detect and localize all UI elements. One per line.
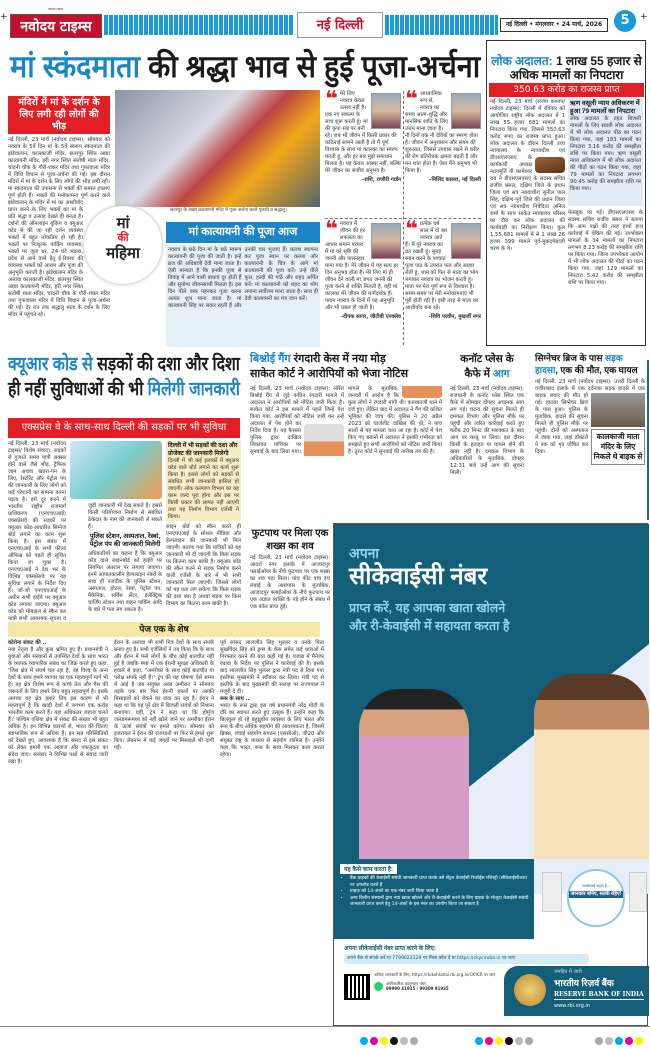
rbi-public-interest: जनहित में जारी — [554, 969, 582, 975]
headline-second-line: साकेत कोर्ट ने आरोपियों को भेजा नोटिस — [250, 368, 409, 380]
gavel-image — [535, 157, 565, 173]
color-registration-dots — [475, 1030, 535, 1049]
headline-rest: ही नहीं सुविधाओं की भी — [8, 379, 148, 400]
drt-body: लोक अदालत के तहत बिजली मामलों के लिए स्थायी लोक अदालत में भी लोक अदालत पीठ का गठन किया गया, जहां 183 मामलों का निपटारा 3.16 करोड़ की समझौता राशि पर किया गया। ऋण वसूली न्याय अधिकरण में भी लोक अदालत की पीठों का गठन किया गया, जहां 79 मामलों का निपटारा लगभग 90.45 करोड़ की समझौता राशि पर किया गया। — [570, 116, 641, 192]
qr-subheading: पुलिस स्टेशन, अस्पताल, रेस्त्रां, पेट्रोल पंप की जानकारी मिलेगी — [89, 533, 161, 548]
ad-get-line[interactable]: अपने बैंक से संपर्क करें या 7799022129 पर मिस्ड कॉल दें या https://ckycindia.in पर जाएं — [347, 956, 516, 961]
portrait — [451, 223, 481, 259]
badge-line2: की — [117, 231, 129, 244]
qr-headline-line2 — [8, 377, 240, 402]
quote-mark-icon: ❝ — [325, 87, 338, 112]
temple-photo — [115, 90, 320, 207]
revenue-bar: 350.63 करोड़ का राजस्व प्राप्त — [513, 85, 620, 95]
qr-red-band-box — [8, 418, 240, 438]
headline-rest: सड़कों की दशा और दिशा — [92, 354, 240, 375]
quote-4 — [405, 217, 481, 345]
ad-bullet: • बैंक ग्राहकों की केवाईसी संबंधी जानकारी प्राप्त करके उसे सेंट्रल केवाईसी रिकॉर्ड्स रजिस्ट्री (सीकेवाईसीआर) पर अपलोड करते हैं — [350, 876, 529, 889]
col-body: भारत के रूस द्वारा इस वर्ष प्रधानमंत्री नरेंद्र मोदी के दौरे का स्वागत करते हुए उत्सुक हैं। उन्होंने कहा कि बिलकुल हो रहे बहुध्रुवीय व्यवस्था के लिए भारत और रूस के बीच अधिक सहयोग की आवश्यकता है, जिसमें ब्रिक्स, शंघाई सहयोग संगठन (एससीओ), जी20 और संयुक्त राष्ट्र के माध्यम से सहयोग शामिल है। उन्होंने कहा कि भारत, रूस के साथ मिलकर काम करता रहेगा। — [220, 703, 324, 758]
mascot-badge — [567, 869, 625, 927]
qr-middle-column — [88, 503, 162, 621]
signature-bridge-headline — [535, 352, 645, 376]
ad-get-line-box[interactable] — [344, 954, 589, 964]
ad-bullet: • अन्य वित्तीय संस्थानों द्वारा नया खाता खोलने और री-केवाईसी करने के लिए ग्राहक के मौजूदा केवाईसी संबंधी जानकारी प्राप्त करने हेतु 14-अंकों के इस नंबर का उपयोग किया जा सकता है — [350, 896, 529, 909]
continued-col-3 — [220, 640, 324, 1025]
katyayani-title-box — [166, 222, 320, 243]
bishnoi-story — [250, 352, 442, 524]
quote-1 — [325, 87, 401, 215]
ad-how-title: यह कैसे काम करता है: — [340, 864, 397, 874]
ad-woman-photo — [359, 689, 469, 859]
mascot-big-text: जानकार बनिए, सतर्क रहिए! — [570, 891, 622, 897]
quote-text: प्रत्येक वर्ष साल में दो बार नवरात्र आते हैं। मैं पूरे नवरात्र का व्रत रखती हूं। सुबह स्नान करने के पश्चात पूजा पाठ के उपरांत फल और आहार लेती हूं, शाम को फिर से माता का भोग लगाकर नवरात्र का भोजन करती हूं। माता पर मेरा पूर्ण रूप से विश्वास है। समय-समय पर मेरी मनोकामनाएं भी पूरी होती रही हैं। इसी तरह से माता का आशीर्वाद बना रहे। — [405, 221, 479, 311]
vertical-rule — [647, 360, 649, 520]
quote-3 — [325, 217, 401, 345]
bishnoi-headline — [250, 352, 442, 382]
portrait — [371, 93, 401, 129]
col-body: पूर्व सांसद लालजीत सिंह भुल्लर व उनके पिता सुखविंदर सिंह को ड्रग्स के केस समेत कई धाराओं में गिरफ्तार करने की बात कही गई है। पंजाब में मैनेजर रंधावा के निर्देश पर पुलिस ने कार्रवाई की है। इसके बाद लालजीत सिंह भुल्लर द्वारा मंत्री पद से दिया गया इस्तीफा मुख्यमंत्री ने स्वीकार कर लिया। मंत्री पद से इस्तीफे के बाद मुख्यमंत्री की सलाह पर राज्यपाल ने मंजूरी दे दी। — [220, 640, 324, 695]
katyayani-title: मां कात्यायनी की पूजा आज — [188, 226, 298, 238]
ad-bullet: • ग्राहक को 14-अंकों का एक नंबर जारी किया जाता है — [350, 889, 529, 896]
headline-rest: की श्रद्धा भाव से हुई पूजा-अर्चना — [140, 49, 481, 84]
accident-photo — [591, 393, 645, 427]
quote-author: –शशि, राजौरी गार्डन — [361, 177, 401, 183]
footpath-headline: फुटपाथ पर मिला एक शख्स का शव — [251, 528, 329, 552]
ad-man-photo — [534, 674, 649, 859]
quote-author: -दीपक सागर, जीटीबी एनक्लेव — [340, 314, 401, 320]
continued-band: पेज एक के शेष — [8, 622, 320, 637]
portrait — [371, 223, 401, 259]
header-stripe-left — [104, 15, 294, 35]
yellow-box-title: दिल्ली में भी सड़कों की दशा और प्रोजेक्ट की जानकारी मिलेगी — [168, 443, 238, 457]
dateline-box — [500, 18, 608, 32]
color-registration-dots — [595, 1030, 645, 1049]
headline-highlight: क्यूआर कोड से — [8, 354, 93, 375]
headline-highlight: लोक अदालत: — [491, 54, 553, 68]
qr-top — [8, 352, 240, 438]
yellow-box-body: दिल्ली में भी कई इलाकों में क्यूआर कोड वाले बोर्ड लगाने का कार्य शुरू किया है। इससे लोगों को सड़कों से संबंधित सभी जानकारी हासिल हो जाएगी। लोक कल्याण विभाग का यह काम जल्द पूरा होगा और इस पर किसी प्रकार की लागत नहीं आएगी तथा यह निर्माण विभाग एजेंसी ने किया। — [168, 458, 239, 520]
quote-mark-icon: ❝ — [405, 87, 418, 112]
kalkaji-box: कालकाजी माता मंदिर के लिए निकले थे बाइक से — [591, 429, 645, 465]
headline-second-line — [450, 367, 524, 382]
lead-body: नई दिल्ली, 23 मार्च (नवोदय टाइम्स): सोमवार को नवरात्र के 5वें दिन मां के 5वें स्वरूप स्कंदमाता की झंडेवालान, कालकाजी मंदिर, छतरपुर स्थित आद्या कात्यायनी मंदिर, हरी नगर स्थित संतोषी माता मंदिर, चांदनी चौक के गौरी-शंकर मंदिर तथा गुफावाला मंदिर में विधि विधान से पूजा-अर्चना की गई। इस दौरान मंदिरों में मां के दर्शन के लिए लोगों की भीड़ लगी रही। मां स्कंदमाता की उपासना से भक्तों की समस्त इच्छाएं पूर्ण होती हैं। भक्तों की मनोकामना पूर्ण करने वाले झंडेवालान के मंदिर में मां का आशीर्वाद प्राप्त करने के लिए भक्तों का मां के प्रति श्रद्धा व उत्साह देखते ही बनता है। दर्शनों की ऑनलाइन बुकिंग व क्यूआर कोड से की जा रही दर्शन व्यवस्था भक्तों में बहुत लोकप्रिय हो रही है। भक्तों पर निःशुल्क पार्किंग व्यवस्था, भक्तों पर जूता घर, 24 घंटे भंडारा, प्रदेश से आने वाले हेतु ई-रिक्शा की व्यवस्था भक्तों को आराम और पूजा की अनुभूति कराती है। झंडेवालान मंदिर के अलावा कालकाजी मंदिर, छतरपुर स्थित आद्या कात्यायनी मंदिर, हरी नगर स्थित संतोषी माता मंदिर, चांदनी चौक के गौरी-शंकर मंदिर तथा गुफावाला मंदिर में विधि विधान से पूजा-अर्चना की गई। देर रात तक श्रद्धालु माता के दर्शन के लिए मंदिर में पहुंचते रहे। — [8, 137, 110, 318]
badge-line3: महिमा — [106, 244, 140, 262]
lok-adalat-headline — [489, 54, 644, 82]
cp-fire-body: नई दिल्ली, 23 मार्च (नवोदय टाइम्स): राजधानी के कनॉट प्लेस स्थित एक कैफे में सोमवार दोपहर अचानक आग लग गई। घटना की सूचना मिलते ही दमकल विभाग और पुलिस मौके पर पहुंची और त्वरित कार्रवाई करते हुए करीब 20 मिनट की मशक्कत के बाद आग पर काबू पा लिया। इस दौरान किसी के हताहत या घायल होने की खबर नहीं है। दमकल विभाग के अधिकारियों के मुताबिक, दोपहर 12:31 बजे उन्हें आग की सूचना मिली। — [450, 386, 524, 476]
rbi-panel — [504, 966, 649, 1016]
bottom-rule — [0, 1026, 650, 1027]
ad-get-title: अपना सीकेवाईसी नंबर प्राप्त करने के लिए: — [344, 946, 436, 952]
whatsapp-label: आधिकारिक व्हाट्सएप नंबर: — [386, 980, 427, 986]
qr-headline — [8, 352, 240, 402]
lead-headline — [10, 44, 481, 90]
cp-fire-headline — [450, 352, 524, 382]
col-body: नया नेतृत्व है और कुछ भ्रमित हुए हैं। प्रधानमंत्री ने युवाओं और संस्थानों से उपस्थित देशों के साथ भारत के व्यापक व्यापारिक संबंध का जिक्र करते हुए कहा, 'जिस क्षेत्र में संघर्ष चल रहा है, वह विश्व के अन्य देशों के साथ हमारे व्यापार का एक महत्वपूर्ण मार्ग भी है। यह क्षेत्र विशेष रूप से कच्चे तेल और गैस की जरूरतों के लिए हमारे लिए बहुत महत्वपूर्ण है। इसके अलावा यह क्षेत्र हमारे लिए इस कारण से भी महत्वपूर्ण है कि खाड़ी देशों में लगभग एक करोड़ भारतीय काम करते हैं। यहां अधिकतर जहाज चलते हैं।' पश्चिम एशिया क्षेत्र में संकट की संख्या भी बहुत अधिक है। इन विभिन्न कारणों से, भारत की चिंताएं स्वाभाविक रूप से अधिक हैं। इन सब परिस्थितियों को देखते हुए, आवश्यक है कि संसद से इस संकट को लेकर हमारी एक आवाज और एकजुटता का संदेश जाए। सरकार ने विभिन्न पक्षों से संवाद जारी रखा है। — [8, 647, 108, 765]
whatsapp-icon — [374, 982, 383, 991]
footpath-story — [250, 527, 330, 620]
quote-text: आध्यात्मिक रूप से, नवरात्र का समय आत्म-शुद्धि और मानसिक शांति के लिए उत्तम माना जाता है। नौ दिनों तक नौ देवियों का स्मरण होता है। जीवन में अनुशासन और संयम की शुरुआत, जिससे उपवास रखने से शरीर की रोग प्रतिरोधक क्षमता बढ़ती है और मन शांत होता है। ऐसा मैंने अनुभव भी किया है। — [405, 91, 479, 174]
bishnoi-body: नई दिल्ली, 23 मार्च (नवोदय टाइम्स): लॉरेंस बिश्नोई गैंग से जुड़े कथित रंगदारी मामले में अदालत ने आरोपियों को नोटिस जारी किया है। साकेत कोर्ट ने इस मामले में पहले जिन्हें पेश किया गया, आरोपियों को नोटिस जारी कर उन्हें अदालत में पेश होने का निर्देश दिया है। यह फैसला पुलिस द्वारा दाखिल शिकायत याचिका पर सुनवाई के बाद लिया गया। मामले के मुताबिक, जनवरी में आरोप है कि कुछ लोगों ने रंगदारी मांगी थी। कालकाजी थाने में दर्ज हुए। लेकिन बाद में अदालत ने गैंग की कथित भूमिका की जांच की। पुलिस ने 20 अप्रैल 2023 को चार्जशीट दाखिल की थी, ने पांच सालों से यह मामला चला आ रहा है। कोर्ट में पेश किए गए बयानों में अदालत ने इसकी गंभीरता को समझते हुए सभी आरोपियों को नोटिस जारी किया है। तुरंत कोर्ट ने सुनवाई की तारीख तय की है। — [250, 386, 442, 455]
ad-qr-code[interactable] — [346, 976, 368, 998]
badge-line1: मां — [116, 214, 130, 232]
drt-box — [568, 98, 643, 206]
photo-caption-box — [170, 208, 320, 214]
lok-adalat-body: नई दिल्ली, 23 मार्च (संजय कश्यप/नवोदय टाइम्स): दिल्ली में रविवार को आयोजित राष्ट्रीय लोक अदालत में 1 लाख 55 हजार 681 मामलों का निपटारा किया गया, जिससे 350.63 करोड़ रुपए का राजस्व प्राप्त हुआ। लोक अदालत के दौरान दिल्ली उच्च न्यायालय के न्यायाधीश एवं डीएसएलएसए के कार्यकारी अध्यक्ष न्यायमूर्ति वी कामेश्वर राव ने डीएसएलएसए के सदस्य सचिव राजीव बंसल, दक्षिण जिले के प्रधान जिला एवं सत्र न्यायाधीश सुनील पाल सिंह, दक्षिण-पूर्व जिले की प्रधान जिला एवं सत्र न्यायाधीश निवेदिता अनिल शर्मा के साथ साकेत न्यायालय परिसर का दौरा कर लोक अदालत की कार्यवाही का निरीक्षण किया। कुल 1,55,681 मामलों में से 1 लाख 26 हजार 399 मामले पूर्व-मुकदमेबाजी चरण के थे। — [490, 99, 565, 252]
headline-highlight: बिश्नोई गैंग — [250, 353, 291, 365]
ad-line3: प्राप्त करें, यह आपका खाता खोलने और री-केवाईसी में सहायता करता है — [349, 601, 510, 633]
headline-rest: , एक की मौत, एक घायल — [555, 365, 638, 375]
bishnoi-body-column — [250, 386, 442, 524]
quote-mark-icon: ❝ — [405, 217, 418, 242]
registration-mark: + — [0, 12, 8, 22]
whatsapp-number: 99990 41935 / 99309 91935 — [386, 986, 449, 991]
quote-text: नवरात्र में जीवन की हर सफलता का आधार समान परंपरा में मां को सृष्टि की जननी और पालनहार माना गया है। मेरे जीवन में यह सत्य हर दिन अनुभव होता है। मेरे लिए मां ही जीवन देने वाली मां जगत जननी की पूजा करने से शक्ति मिलती है, वहीं मां कालका मेरे जीवन की मार्गदर्शक हैं। पावन नवरात्र के दिनों में यह अनुभूति और भी प्रबल हो जाती है। — [325, 221, 399, 311]
city-edition: नई दिल्ली — [297, 12, 383, 38]
lead-subheadline: मंदिरों में मां के दर्शन के लिए लगी रही लोगों की भीड़ — [8, 96, 110, 134]
lok-adalat-body-column — [490, 99, 565, 344]
qr-headline-line1 — [8, 352, 240, 377]
mascot-right — [629, 872, 647, 912]
whatsapp-text — [386, 981, 449, 992]
ad-line1: अपना — [349, 545, 380, 561]
ad-line2: सीकेवाईसी नंबर — [349, 563, 488, 590]
qr-col3: अधिकारियों का कहना है कि क्यूआर कोड वाले साइनबोर्ड को हाईवे पर नियमित अंतराल पर लगाया जाएगा। इनमें आपातकालीन हेल्पलाइन नंबरों के साथ ही नजदीक के पुलिस स्टेशन, अस्पताल, होटल, रेस्त्रां, पेट्रोल पंप, मैकेनिक, सर्विस सेंटर, इलेक्ट्रिक चार्जिंग स्टेशन तथा वाहन पार्किंग आदि के बारे में पता लग सकता है। — [88, 551, 162, 613]
headline-rest: सिग्नेचर ब्रिज के पास — [535, 353, 605, 363]
maa-ki-mahima-badge — [84, 206, 162, 284]
revenue-bar-box — [489, 83, 644, 97]
color-registration-dots — [360, 1030, 420, 1049]
lok-adalat-body-2: फेसबुक पर गई। डीएसएलएसए के सदस्य सचिव राजीव बंसल ने बताया कि आम पक्षों की तरह हाथों हाथ कार्रवाई में चेकिंग की गई। उपभोक्ता मामलों के 34 मामलों का निपटारा लगभग 8.23 करोड़ की समझौता राशि पर किया गया। जिला उपभोक्ता आयोग में भी लोक अदालत की पीठों का गठन किया गया, जहां 129 मामलों का निपटारा 5.42 करोड़ की समझौता राशि पर किया गया। — [568, 210, 643, 286]
mascot-small-text: आरबीआई कहता है... — [581, 884, 611, 888]
header-stripe-right — [385, 15, 498, 35]
continued-col-2 — [114, 640, 214, 1025]
brand-tagline: नवोदय टाइम्स — [48, 7, 64, 11]
portrait — [451, 93, 481, 129]
rbi-seal — [514, 974, 546, 1006]
katyayani-body: नवरात्र के छठे दिन मां के छठे स्वरूप कात्यायनी की पूजा की जाती है। इन्हें ब्रज की अधिष्ठात्री देवी माना जाता है। ऐसी मान्यता है कि इनकी पूजा से विवाह में आने वाली बाधाएं दूर होती हैं और सुयोग्य जीवनसाथी मिलता है। इस दिन पीले वस्त्र पहनकर पूजा करना अत्यंत शुभ माना जाता है। मां कात्यायनी सिंह पर सवार रहती हैं और उनकी चार भुजाएं हैं। कलश स्थापना कर पूजा स्थान पर कलश और कात्यायनी के चित्र के आगे मां कात्यायनी की पूजा करें। उन्हें पीले फूल, हल्दी की गांठें और शहद अर्पित करें। मां कात्यायनी को शहद का भोग लगाना सर्वोत्तम माना जाता है। साथ ही देवी कात्यायनी का मंत्र जाप करें। — [166, 245, 320, 347]
qr-col2: जुड़ी जानकारी भी देख सकते हैं। इससे किसी परियोजना निर्माण से संबंधित ठेकेदार के नाम की जानकारी ले सकते हैं। — [88, 503, 162, 530]
quote-mark-icon: ❝ — [325, 217, 338, 242]
headline-highlight: सड़क हादसा — [535, 353, 623, 375]
col-heading: रूस के साथ .. — [220, 696, 250, 702]
signature-bridge-body: नई दिल्ली, 23 मार्च (नवोदय टाइम्स): उत्तरी दिल्ली के वजीराबाद इलाके में एक दर्दनाक सड़क हादसे में एक बाइक सवार की मौत हो गई। हादसा सिग्नेचर ब्रिज के पास हुआ। पुलिस के मुताबिक, हादसे की सूचना मिलते ही पुलिस मौके पर पहुंची। दोनों को अस्पताल ले जाया गया, जहां डॉक्टरों ने एक को मृत घोषित कर दिया। — [535, 379, 645, 455]
footpath-body: नई दिल्ली, 23 मार्च (नवोदय टाइम्स): आदर्श नगर इलाके में आजादपुर फ्लाईओवर के नीचे फुटपाथ पर एक शख्स का शव पड़ा मिला। पांच फीट पांच इंच लंबाई के आसपास के मुताबिक, आजादपुर फ्लाईओवर के नीचे फुटपाथ पर एक अज्ञात व्यक्ति के पड़े होने के संबंध में एक कॉल प्राप्त हुई। — [250, 555, 330, 610]
yellow-box — [166, 441, 241, 521]
headline-rest: 1 लाख 55 हजार से अधिक मामलों का निपटारा — [509, 54, 642, 82]
ad-more-info[interactable]: अधिक जानकारी के लिए, https://rbikehtahai.rbi.org.in/CKYCR पर जाएं — [374, 972, 496, 977]
mascot-left — [542, 872, 562, 912]
quote-author: -मिलिंद कालरा, नई दिल्ली — [429, 177, 481, 183]
qr-red-band: एक्सप्रेस वे के साथ-साथ दिल्ली की सड़कों पर भी सुविधा — [21, 422, 227, 433]
dateline: नई दिल्ली • मंगलवार • 24 मार्च, 2026 — [505, 21, 603, 28]
headline-first-line: कनॉट प्लेस के — [460, 353, 514, 365]
registration-mark: + — [640, 12, 648, 22]
bishnoi-headline-line2 — [250, 367, 442, 382]
drt-title: ऋण वसूली न्याय अधिकरण में हुआ 79 मामलों का निपटारा — [570, 100, 640, 115]
rbi-name-hindi: भारतीय रिज़र्व बैंक — [554, 978, 614, 988]
headline-rest: रंगदारी केस में नया मोड़ — [290, 353, 386, 365]
continued-col-1 — [8, 640, 108, 1025]
headline-highlight: आग — [492, 368, 510, 380]
bishnoi-headline-line1 — [250, 352, 442, 367]
qr-col4: साइन बोर्ड को स्कैन करते ही एनएचएआई के सोशल मीडिया और हेल्पलाइन की जानकारी भी मिल जाएगी। बताया गया कि यात्रियों को यह जानकारी भी दी जाएगी कि किस सड़क पर कितना काम बाकी है। क्यूआर कोड की स्कैन करने से सड़क निर्माण करने वाली एजेंसी के बारे में भी सभी जानकारी मिल जाएगी। जिससे लोगों को यह पता लग सकेगा कि किस सड़क की दशा क्या है अथवा सड़क पर किस विभाग का कितना काम बाकी है। — [166, 524, 241, 607]
signature-story — [535, 352, 645, 524]
cp-fire-story — [450, 352, 524, 522]
col-heading: कोरोना संकट की .. — [8, 640, 47, 646]
rbi-name-english: RESERVE BANK OF INDIA — [554, 991, 644, 998]
headline-highlight: मिलेगी जानकारी — [147, 379, 240, 400]
quote-text: मेरे लिए नवरात्र केवल उत्सव नहीं है। एक नए संकल्प के साथ शुरू करती हूं। मां की कृपा सब पर बनी रहे। जब भी जीवन में किसी प्रकार की कठिनाई सामने आती है तो मैं पूर्ण विश्वास के साथ मां कालका का स्मरण करती हूं, और हर बार मुझे समाधान मिलता है। यह केवल आस्था नहीं, बल्कि मेरे जीवन का सजीव अनुभव है। — [325, 91, 401, 174]
ckyc-advertisement — [333, 523, 648, 1026]
ad-bullets — [344, 876, 529, 909]
col-body: ईरान के अलावा भी सभी मित्र देशों के साथ संपर्क बनाए हुए है। सभी एजेंसियों ने तय किया कि के साथ और ईरान में फंसे लोगों के बीच कोई बातचीत नहीं हुई है जबकि स्पष्ट में एक ईरानी सुरक्षा अधिकारी के हवाले से कहा, "अमरीका के साथ कोई बातचीत या परोक्ष संपर्क नहीं हैं।" ट्रंप की यह घोषणा ऐसे समय में आई है जब संयुक्त अरब अमीरात ने सोमवार तड़के एक बार फिर ईरानी हमलों पर उसकी मिसाइलों को रोकने का दावा कर रहा है। ईरान ने कहा था कि वह पूरे क्षेत्र में बिजली संयंत्रों को निशाना बनाएगा। वहीं, ट्रंप ने कहा था कि होर्मुज जलडमरूमध्य को नहीं खोले जाने पर अमरीका ईरान के ऊर्जा संयंत्रों पर हमले करेगा। सोमवार को इजरायल ने ईरान की राजधानी पर फिर से हमले शुरू किए। लेबनान में कई जगहों पर मिसाइलें भी दागी गईं। — [114, 640, 214, 751]
signature-body-column — [535, 379, 645, 524]
qr-body: नई दिल्ली, 23 मार्च (नवोदय टाइम्स/ विशेष संवाद): सड़कों से गुजरते समय यात्री अक्सर होने वाले जैसे भीड़, ट्रैफिक जाम अथवा खतरा-पन के लिए, रेस्टोरेंट और पेट्रोल पंप की जानकारी के लिए लोगों को कई परेशानी का सामना करना पड़ता है। इसे दूर करने में भारतीय राष्ट्रीय राजमार्ग प्राधिकरण (एनएचएआई) एक्सप्रेसवे की सड़कों पर क्यूआर कोड-आधारित सिग्नेज बोर्ड लगाने का काम शुरू किया है। इस संबंध में एनएचएआई के सभी फील्ड ऑफिस को पहले ही सूचित किया जा चुका है। एनएचएआई ने देश भर के विभिन्न एक्सप्रेसवे पर यह सुविधा लगाने के निर्देश दिए हैं। जो-जो एनएचएआई के अधीन सभी हाईवे पर क्यूआर कोड लगाया जाएगा। क्यूआर कोड को मोबाइल से स्कैन कर यात्री सभी आवश्यक सूचना व — [8, 441, 66, 622]
headline-rest: कैफे में — [464, 368, 493, 380]
rbi-url[interactable]: www.rbi.org.in — [554, 1003, 590, 1009]
masthead-logo: नवोदय टाइम्स — [10, 14, 102, 38]
ad-info-column — [374, 972, 500, 1012]
divider — [403, 91, 404, 345]
quote-2 — [405, 87, 481, 215]
qr-illustration — [70, 441, 162, 499]
photo-caption: छतरपुर के आद्या कात्यायनी मंदिर में पूजा-अर्चना करते पुजारी व श्रद्धालु। — [170, 208, 287, 213]
lok-adalat-top — [489, 41, 644, 97]
quote-author: -शिवि परवीन, मुखर्जी नगर — [428, 314, 481, 320]
page-number: 5 — [614, 10, 636, 32]
headline-highlight: मां स्कंदमाता — [10, 49, 141, 84]
ad-whatsapp — [374, 981, 500, 992]
